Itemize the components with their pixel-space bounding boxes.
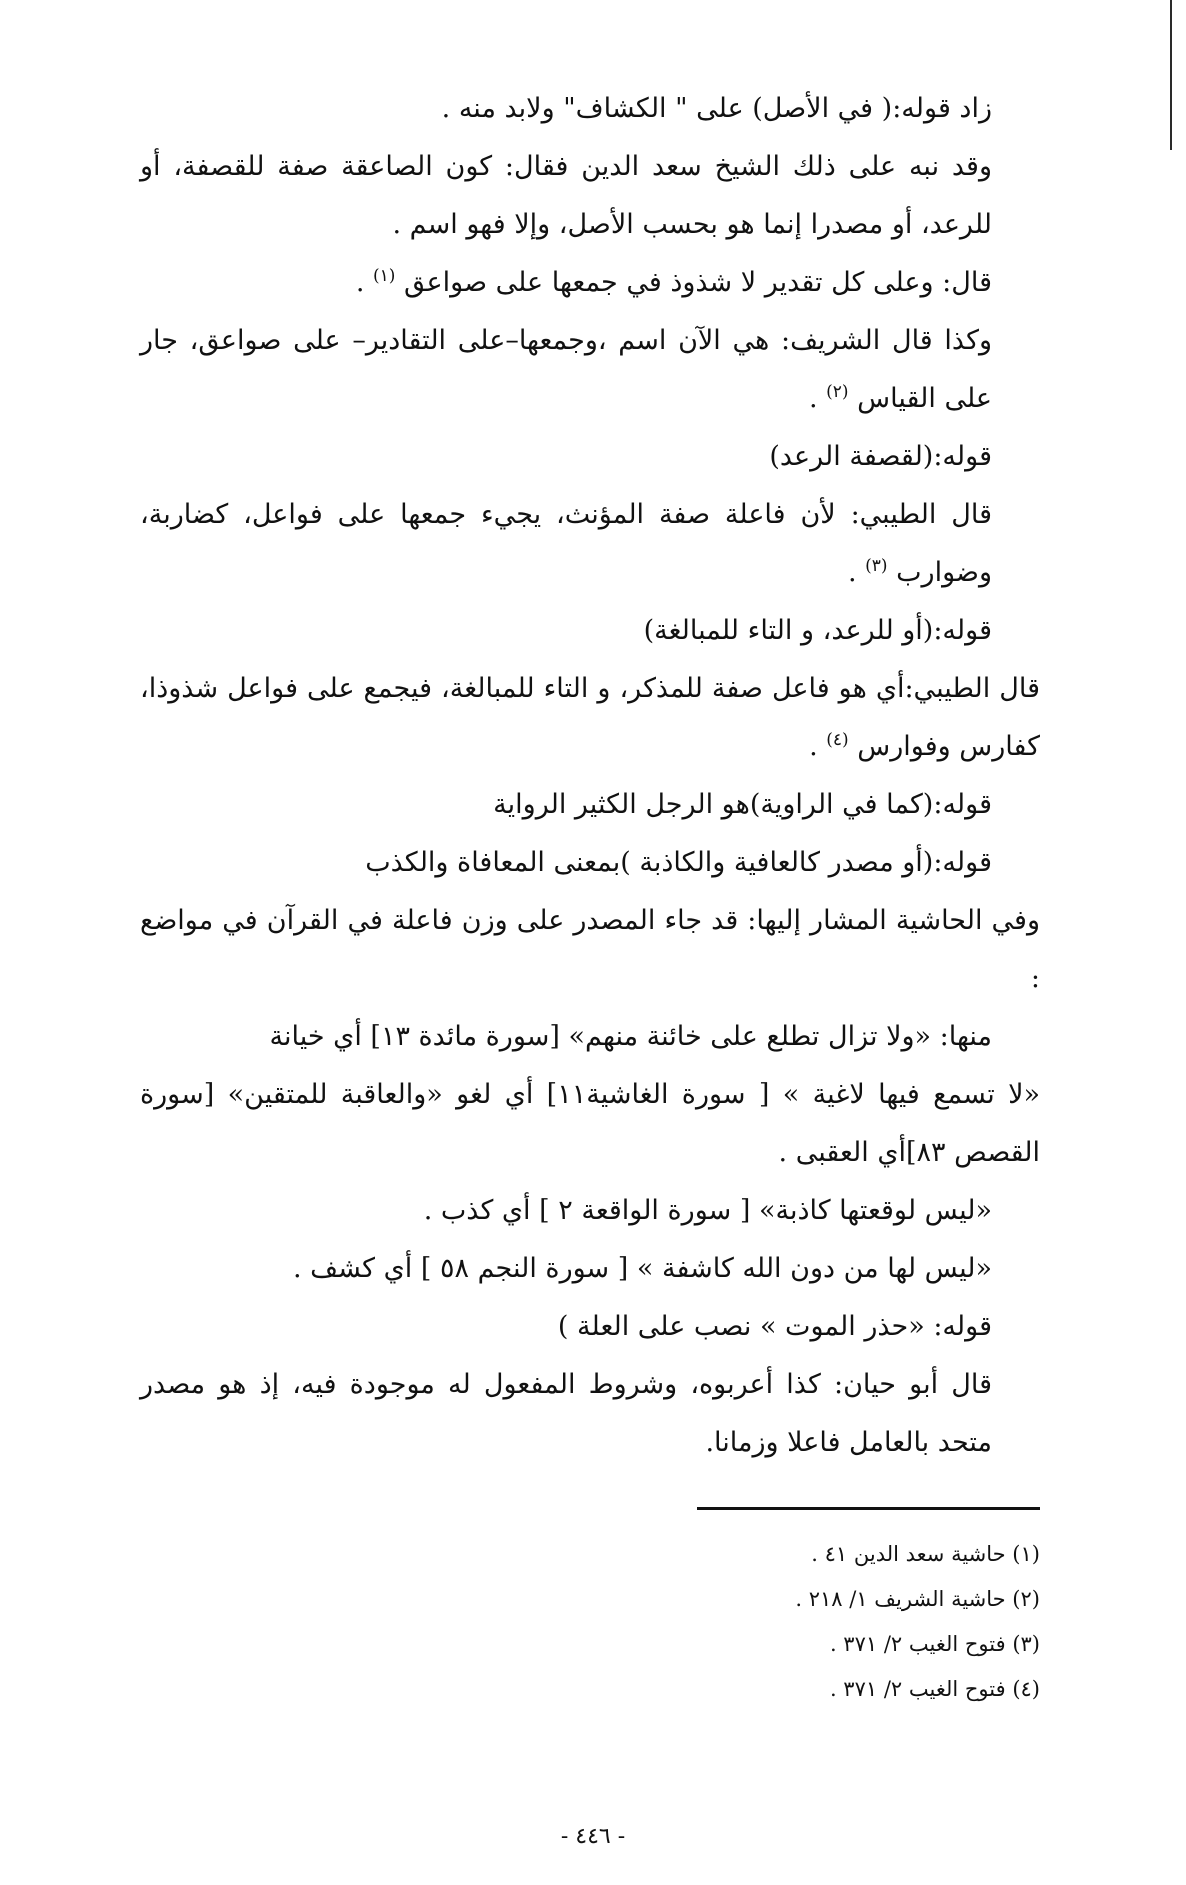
footnote-ref: (٢) xyxy=(826,382,849,402)
text-line: زاد قوله:( في الأصل) على " الكشاف" ولابد منه . xyxy=(441,93,992,124)
footnote: (٢) حاشية الشريف ١/ ٢١٨ . xyxy=(795,1587,1040,1611)
text-line: منها: «ولا تزال تطلع على خائنة منهم» [سورة مائدة ١٣] أي خيانة xyxy=(269,1021,992,1052)
text-line: قال أبو حيان: كذا أعربوه، وشروط المفعول له موجودة فيه، إذ هو مصدر متحد بالعامل فاعلا وزمانا. xyxy=(140,1369,992,1458)
text-line: قال الطيبي:أي هو فاعل صفة للمذكر، و التاء للمبالغة، فيجمع على فواعل شذوذا، كفارس وفوارس $^{(٤)}$ . xyxy=(140,673,1040,762)
text-line: قوله:(أو للرعد، و التاء للمبالغة) xyxy=(643,615,992,646)
footnotes xyxy=(240,1532,1040,1712)
footnote: (٣) فتوح الغيب ٢/ ٣٧١ . xyxy=(829,1632,1040,1656)
text-line: وكذا قال الشريف: هي الآن اسم ،وجمعها–على التقادير– على صواعق، جار على القياس $^{(٢)}$ . xyxy=(140,325,992,414)
text-line: قوله:(أو مصدر كالعافية والكاذبة )بمعنى المعافاة والكذب xyxy=(365,847,992,878)
text-line: «ليس لها من دون الله كاشفة » [ سورة النجم ٥٨ ] أي كشف . xyxy=(292,1253,992,1284)
footnote-separator xyxy=(697,1507,1040,1510)
text-line: قال الطيبي: لأن فاعلة صفة المؤنث، يجيء جمعها على فواعل، كضاربة، وضوارب $^{(٣)}$ . xyxy=(140,499,992,588)
footnote: (٤) فتوح الغيب ٢/ ٣٧١ . xyxy=(829,1677,1040,1701)
main-text xyxy=(140,80,1040,1472)
footnote-ref: (١) xyxy=(373,266,396,286)
footnote: (١) حاشية سعد الدين ٤١ . xyxy=(811,1542,1040,1566)
text-line: وقد نبه على ذلك الشيخ سعد الدين فقال: كون الصاعقة صفة للقصفة، أو للرعد، أو مصدرا إنما هو بحسب الأصل، وإلا فهو اسم . xyxy=(140,151,992,240)
text-line: وفي الحاشية المشار إليها: قد جاء المصدر على وزن فاعلة في القرآن في مواضع : xyxy=(140,905,1040,994)
text-line: قوله:(كما في الراوية)هو الرجل الكثير الرواية xyxy=(493,789,992,820)
text-line: «ليس لوقعتها كاذبة» [ سورة الواقعة ٢ ] أي كذب . xyxy=(423,1195,992,1226)
text-line: قال: وعلى كل تقدير لا شذوذ في جمعها على صواعق $^{(١)}$ . xyxy=(355,266,992,298)
text-line: «لا تسمع فيها لاغية » [ سورة الغاشية١١] أي لغو «والعاقبة للمتقين» [سورة القصص ٨٣]أي العقبى . xyxy=(140,1079,1040,1168)
text-line: قوله: «حذر الموت » نصب على العلة ) xyxy=(557,1311,992,1342)
footnote-ref: (٣) xyxy=(865,556,888,576)
page-edge-line xyxy=(1170,0,1172,150)
page-number: - ٤٤٦ - xyxy=(560,1824,626,1849)
text-line: قوله:(لقصفة الرعد) xyxy=(769,441,992,472)
footnote-ref: (٤) xyxy=(826,730,849,750)
